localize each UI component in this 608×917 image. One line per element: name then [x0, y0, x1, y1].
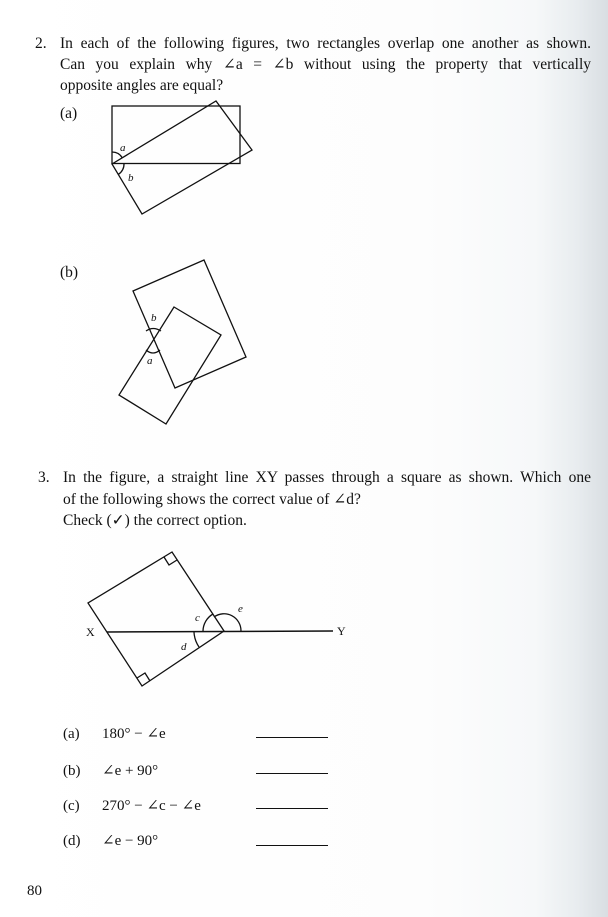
option-a-expression: 180° − ∠e: [102, 726, 166, 742]
option-b-label: (b): [63, 763, 81, 779]
page-number: 80: [27, 883, 42, 899]
figure-b-label: (b): [60, 264, 79, 281]
option-c-label: (c): [63, 798, 80, 814]
option-c-expression: 270° − ∠c − ∠e: [102, 798, 201, 814]
point-y-label: Y: [337, 624, 346, 638]
point-x-label: X: [86, 625, 95, 639]
angle-a-label-fig-a: a: [120, 142, 126, 154]
question-3-text-line-2: of the following shows the correct value of ∠d?: [63, 491, 361, 508]
angle-d-label: d: [181, 641, 187, 653]
option-b-answer-blank[interactable]: [256, 773, 328, 774]
angle-e-label: e: [238, 603, 243, 615]
figure-a-label: (a): [60, 105, 78, 122]
option-b-expression: ∠e + 90°: [102, 763, 159, 779]
angle-b-label-fig-a: b: [128, 172, 134, 184]
question-3-number: 3.: [38, 469, 50, 486]
question-2-number: 2.: [35, 35, 47, 52]
question-3-text-line-1: In the figure, a straight line XY passes through a square as shown. Which one: [63, 469, 591, 486]
figure-b-diagram: [119, 260, 246, 424]
angle-a-label-fig-b: a: [147, 355, 153, 367]
question-2-text-line-1: In each of the following figures, two rectangles overlap one another as shown.: [60, 35, 591, 52]
angle-b-label-fig-b: b: [151, 312, 157, 324]
option-d-answer-blank[interactable]: [256, 845, 328, 846]
question-2-text-line-2: Can you explain why ∠a = ∠b without using the property that vertically: [60, 56, 591, 73]
question-3-text-line-3: Check (✓) the correct option.: [63, 512, 247, 529]
option-d-expression: ∠e − 90°: [102, 833, 159, 849]
angle-c-label: c: [195, 612, 200, 624]
option-d-label: (d): [63, 833, 81, 849]
question-2-text-line-3: opposite angles are equal?: [60, 77, 224, 94]
option-a-label: (a): [63, 726, 80, 742]
figure-a-diagram: [112, 101, 252, 214]
question-3-diagram: [88, 552, 333, 686]
option-a-answer-blank[interactable]: [256, 737, 328, 738]
option-c-answer-blank[interactable]: [256, 808, 328, 809]
